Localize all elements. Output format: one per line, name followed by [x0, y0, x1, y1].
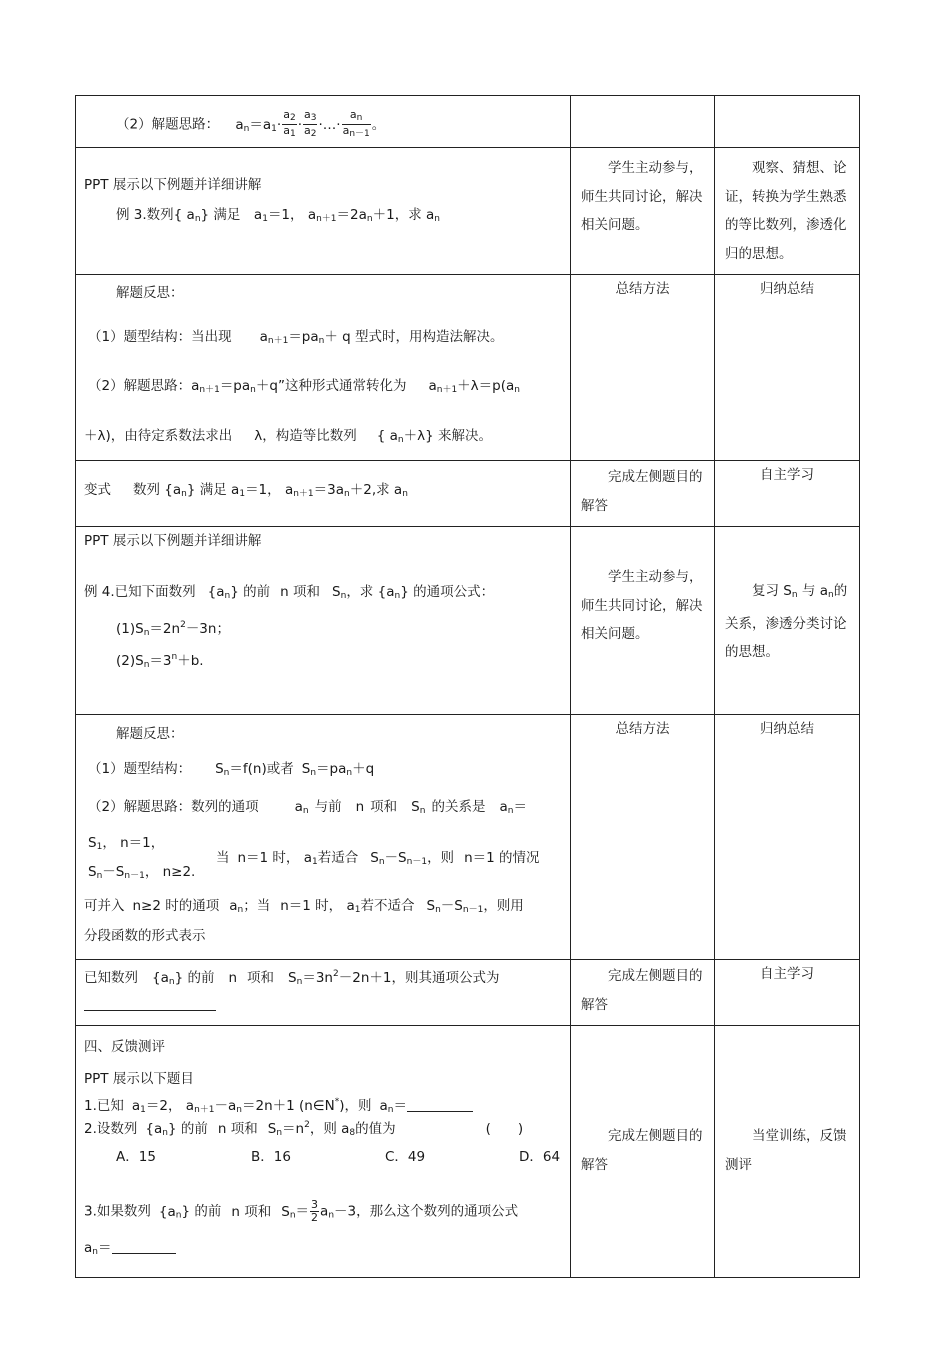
content-cell: [76, 275, 571, 461]
reflection-method-line: （2）解题思路：数列的通项 $a_n$ 与前 n 项和 $S_n$ 的关系是 $a_n=$: [88, 799, 527, 816]
option-c: C．49: [385, 1149, 426, 1165]
table-row: [76, 96, 860, 148]
table-row: [76, 461, 860, 527]
piecewise-case-1: $S_1$， n＝1，: [88, 835, 165, 852]
solution-idea-line: [116, 109, 385, 140]
intent-cell: [715, 1026, 860, 1278]
condition-text-cont: 可并入 n≥2 时的通项 $a_n$；当 n＝1 时， $a_1$若不适合 $S_n-S_{n-1}$，则用: [84, 898, 524, 915]
student-activity-text: 总结方法: [615, 281, 670, 297]
table-row: [76, 275, 860, 461]
intent-cell: [715, 148, 860, 275]
reflection-heading: 解题反思：: [116, 285, 184, 301]
ppt-heading: PPT 展示以下例题并详细讲解: [84, 177, 262, 193]
content-cell: [76, 527, 571, 715]
intent-cell: [715, 960, 860, 1026]
activity-cell: [571, 527, 715, 715]
formula-text: $a_n=a_1\cdot$ $\frac{a_2}{a_1}$ · $\frac{a_3}{a_2}$ ·…· $\frac{a_n}{a_{n-1}}$ 。: [235, 108, 386, 139]
reflection-heading: 解题反思：: [116, 726, 184, 742]
activity-cell: [571, 1026, 715, 1278]
student-activity-text: 学生主动参与，师生共同讨论，解决相关问题。: [581, 569, 703, 642]
piecewise-case-2: $S_n-S_{n-1}$， n≥2.: [88, 864, 196, 881]
design-intent-text: 观察、猜想、论证，转换为学生熟悉的等比数列，渗透化归的思想。: [725, 160, 847, 262]
section-heading: 四、反馈测评: [84, 1039, 165, 1055]
content-cell: [76, 960, 571, 1026]
table-row: [76, 527, 860, 715]
intent-cell: [715, 96, 860, 148]
question-1: 1.已知 $a_1=2$， $a_{n+1}-a_n=2n+1$ (n∈N*)，则 $a_n=$: [84, 1093, 473, 1119]
option-a: A．15: [116, 1149, 156, 1165]
example-3-text: 例 3.数列{ $a_n$} 满足 $a_1=1$， $a_{n+1}=2a_n+1$，求 $a_n$: [116, 207, 440, 224]
intent-cell: [715, 715, 860, 960]
answer-blank[interactable]: [84, 996, 216, 1014]
design-intent-text: 当堂训练，反馈测评: [725, 1128, 847, 1173]
content-cell: [76, 148, 571, 275]
student-activity-text: 完成左侧题目的解答: [581, 1128, 703, 1173]
student-activity-text: 学生主动参与，师生共同讨论，解决相关问题。: [581, 160, 703, 233]
label-text: （2）解题思路：: [116, 116, 220, 133]
content-cell: [76, 715, 571, 960]
design-intent-text: 自主学习: [760, 966, 814, 982]
activity-cell: [571, 275, 715, 461]
condition-text-end: 分段函数的形式表示: [84, 928, 206, 944]
reflection-method-cont: ＋λ)，由待定系数法求出 λ，构造等比数列 { $a_n+\lambda$} 来解决。: [84, 428, 493, 445]
intent-cell: [715, 275, 860, 461]
lesson-plan-table: [75, 95, 860, 1278]
reflection-structure-line: （1）题型结构：当出现 $a_{n+1}=pa_n+ q$ 型式时，用构造法解决。: [88, 329, 504, 346]
ppt-heading: PPT 展示以下例题并详细讲解: [84, 533, 262, 549]
option-d: D．64: [519, 1149, 561, 1165]
design-intent-text: 复习 $S_n$ 与 $a_n$的关系，渗透分类讨论的思想。: [725, 583, 848, 660]
option-b: B．16: [251, 1149, 291, 1165]
reflection-method-line: （2）解题思路：$a_{n+1}=pa_n+q$”这种形式通常转化为 $a_{n+1}+\lambda=p(a_n$: [88, 378, 520, 395]
intent-cell: [715, 527, 860, 715]
student-activity-text: 完成左侧题目的解答: [581, 968, 703, 1013]
condition-text: 当 n＝1 时， $a_1$若适合 $S_n-S_{n-1}$，则 n＝1 的情况: [216, 850, 540, 867]
activity-cell: [571, 960, 715, 1026]
activity-cell: [571, 461, 715, 527]
reflection-structure-line: （1）题型结构： $S_n=f(n)$或者 $S_n=pa_n+q$: [88, 761, 375, 778]
example-4-part2: $(2)S_n=3^n+b$.: [116, 652, 204, 670]
ppt-heading: PPT 展示以下题目: [84, 1071, 194, 1087]
activity-cell: [571, 96, 715, 148]
student-activity-text: 总结方法: [615, 721, 670, 737]
question-3-answer: $a_n=$: [84, 1239, 176, 1261]
table-row: [76, 960, 860, 1026]
example-4-part1: $(1)S_n=2n^2-3n$；: [116, 620, 230, 638]
content-cell: [76, 1026, 571, 1278]
question-2: 2.设数列 $\{a_n\}$ 的前 n 项和 $S_n=n^2$，则 $a_8$的值为 ( ): [84, 1120, 524, 1138]
content-cell: [76, 96, 571, 148]
example-4-text: 例 4.已知下面数列 $\{a_n\}$ 的前 n 项和 $S_n$，求 $\{a_n\}$ 的通项公式：: [84, 584, 495, 601]
activity-cell: [571, 715, 715, 960]
activity-cell: [571, 148, 715, 275]
variant-text: 变式 数列 $\{a_n\}$ 满足 $a_1=1$， $a_{n+1}=3a_n+2$,求 $a_n$: [84, 482, 408, 499]
design-intent-text: 归纳总结: [760, 281, 814, 297]
intent-cell: [715, 461, 860, 527]
content-cell: [76, 461, 571, 527]
design-intent-text: 自主学习: [760, 467, 814, 483]
table-row: [76, 148, 860, 275]
table-row: [76, 1026, 860, 1278]
table-row: [76, 715, 860, 960]
exercise-text: 已知数列 $\{a_n\}$ 的前 n 项和 $S_n=3n^2-2n+1$，则其通项公式为: [84, 969, 500, 987]
design-intent-text: 归纳总结: [760, 721, 814, 737]
student-activity-text: 完成左侧题目的解答: [581, 469, 703, 514]
question-3: 3.如果数列 $\{a_n\}$ 的前 n 项和 $S_n=$ $\frac{3}{2}$ $a_n-3$，那么这个数列的通项公式: [84, 1198, 519, 1224]
